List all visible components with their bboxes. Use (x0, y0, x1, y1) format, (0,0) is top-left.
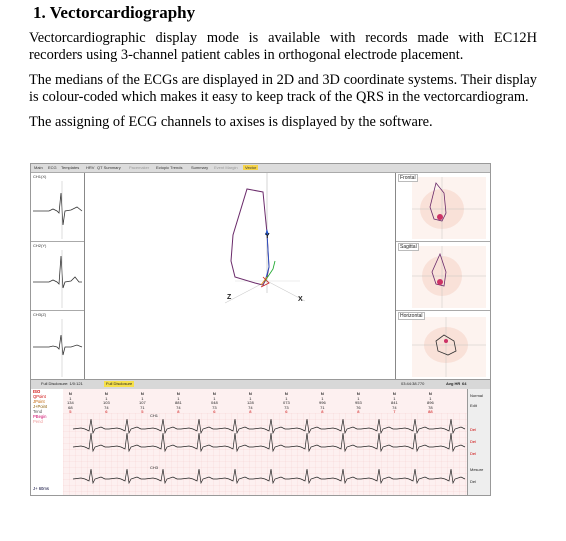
beat-a: 1 (105, 395, 108, 401)
full-disclosure-button[interactable]: Full Disclosure (106, 381, 133, 386)
menu-summary[interactable]: Summary (191, 165, 209, 170)
beat-annotation[interactable] (283, 392, 290, 415)
menu-main[interactable]: Main (34, 165, 43, 170)
beat-c: 78 (428, 404, 433, 410)
axis-label-y: Y (265, 233, 270, 240)
beat-annotation[interactable] (391, 392, 398, 415)
menu-qt-summary[interactable]: QT Summary (97, 165, 121, 170)
plane-horizontal (396, 311, 491, 380)
horizontal-plot (396, 311, 491, 379)
beat-rr: 8 (177, 409, 180, 414)
plane-title: Horizontal (400, 313, 423, 319)
legend-bottom: J+ 60ms (33, 486, 49, 491)
beat-n: N (356, 391, 360, 396)
beat-c: 76 (356, 404, 361, 410)
ecg-traces (63, 389, 467, 495)
legend-item[interactable]: PBegin (33, 414, 47, 419)
beat-a: 1 (393, 395, 396, 401)
beat-n: N (68, 391, 72, 396)
beat-rr: 5 (141, 409, 144, 414)
frontal-plot (396, 173, 491, 241)
beat-annotation[interactable] (211, 392, 218, 415)
vector-3d-view (85, 173, 395, 379)
beat-c: 73 (212, 404, 217, 410)
beat-n: N (284, 391, 288, 396)
panel-normal[interactable]: Normal (470, 393, 483, 398)
point-legend (31, 389, 64, 495)
plane-projections (395, 173, 491, 379)
menu-ectopic-trends[interactable]: Ectopic Trends (156, 165, 183, 170)
beat-b: 107 (139, 400, 146, 405)
legend-item[interactable]: QPoint (33, 394, 46, 399)
beat-b: 996 (319, 400, 326, 405)
panel-del-3[interactable]: Del (470, 451, 477, 456)
beat-annotation[interactable] (139, 392, 146, 415)
beat-c: 74 (392, 404, 397, 410)
avg-hr-value: 64 (462, 381, 467, 386)
menu-event-margin[interactable]: Event Margin (214, 165, 238, 170)
ecg-strips (63, 389, 467, 495)
beat-annotation[interactable] (175, 392, 182, 415)
beat-rr: 6 (213, 409, 216, 414)
embedded-screenshot (30, 163, 491, 496)
menu-ecg[interactable]: ECG (48, 165, 57, 170)
beat-a: 1 (177, 395, 180, 401)
beat-n: N (320, 391, 324, 396)
beat-rr: 5 (69, 409, 72, 414)
panel-mesure[interactable]: Mesure (470, 467, 484, 472)
beat-n: N (140, 391, 144, 396)
beat-annotation[interactable] (427, 392, 434, 415)
beat-c: 68 (68, 404, 73, 410)
vectorcardiogram-3d (85, 173, 395, 379)
axis-label-x: X (298, 296, 303, 303)
beat-c: 73 (284, 404, 289, 410)
beat-rr: 8 (357, 409, 360, 414)
beat-b: 128 (247, 400, 254, 405)
menu-templates[interactable]: Templates (61, 165, 80, 170)
beat-rr: 88 (428, 409, 433, 414)
menu-vector[interactable]: Vector (245, 165, 257, 170)
beat-annotation[interactable] (247, 392, 254, 415)
sagittal-plot (396, 242, 491, 310)
panel-edit[interactable]: Edit (470, 403, 477, 408)
plane-title: Sagittal (400, 244, 417, 250)
channel-box-3 (31, 311, 84, 380)
beat-c: 71 (140, 404, 145, 410)
beat-rr: 7 (393, 409, 396, 414)
beat-rr: 6 (105, 409, 108, 414)
beat-a: 1 (429, 395, 432, 401)
panel-del-4[interactable]: Del (470, 479, 477, 484)
avg-hr-label: Avg HR (446, 381, 461, 386)
beat-annotation[interactable] (67, 392, 74, 415)
plane-frontal (396, 173, 491, 242)
beat-a: 1 (69, 395, 72, 401)
beat-b: 953 (355, 400, 362, 405)
beat-n: N (428, 391, 432, 396)
app-menubar (31, 164, 490, 173)
beat-c: 74 (176, 404, 181, 410)
panel-del-1[interactable]: Del (470, 427, 477, 432)
beat-annotation[interactable] (319, 392, 326, 415)
channel-label: CH1(X) (33, 174, 47, 179)
beat-n: N (212, 391, 216, 396)
beat-n: N (176, 391, 180, 396)
beat-b: 048 (211, 400, 218, 405)
beat-n: N (392, 391, 396, 396)
legend-item[interactable]: JPoint (33, 399, 45, 404)
plane-title: Frontal (400, 175, 416, 181)
median-waveform (31, 173, 84, 241)
beat-rr: 6 (285, 409, 288, 414)
median-waveform (31, 311, 84, 379)
beat-n: N (248, 391, 252, 396)
beat-a: 1 (357, 395, 360, 401)
menu-pacemaker[interactable]: Pacemaker (129, 165, 150, 170)
beat-b: 103 (103, 400, 110, 405)
legend-iso: ISO (33, 389, 41, 394)
paragraph-2: The medians of the ECGs are displayed in 2D and 3D coordinate systems. Their display is colour-coded which makes it easy to keep track of the QRS in the vectorcardiogram. (29, 72, 537, 105)
median-waveform (31, 242, 84, 310)
beat-b: 881 (175, 400, 182, 405)
median-channels (31, 173, 85, 379)
beat-rr: 8 (321, 409, 324, 414)
beat-annotation[interactable] (355, 392, 362, 415)
paragraph-1: Vectorcardiographic display mode is available with records made with EC12H recorders using 3-channel patient cables in orthogonal electrode placement. (29, 30, 537, 63)
menu-hrv[interactable]: HRV (86, 165, 95, 170)
section-heading: 1. Vectorcardiography (33, 3, 196, 22)
channel-box-2 (31, 242, 84, 311)
beat-a: 1 (213, 395, 216, 401)
channel-label: CH3(Z) (33, 312, 47, 317)
beat-a: 1 (249, 395, 252, 401)
paragraph-3: The assigning of ECG channels to axises is displayed by the software. (29, 114, 433, 130)
disclosure-label: Full Disclosure: 1/0:121 (41, 381, 83, 386)
channel-box-1 (31, 173, 84, 242)
panel-del-2[interactable]: Del (470, 439, 477, 444)
beat-b: 073 (283, 400, 290, 405)
plane-sagittal (396, 242, 491, 311)
beat-a: 1 (321, 395, 324, 401)
legend-item[interactable]: Pend (33, 419, 43, 424)
beat-annotation[interactable] (103, 392, 110, 415)
axis-label-z: Z (227, 294, 232, 301)
beat-n: N (104, 391, 108, 396)
legend-item[interactable]: Tend (33, 409, 43, 414)
channel-label: CH2(Y) (33, 243, 47, 248)
beat-c: 71 (320, 404, 325, 410)
beat-rr: 8 (249, 409, 252, 414)
legend-item[interactable]: J+Point (33, 404, 48, 409)
beat-a: 1 (141, 395, 144, 401)
edit-panel (467, 389, 491, 495)
time-readout: 03:44:38.770 (401, 381, 425, 386)
strip-label-ch3: CH3 (150, 465, 159, 470)
beat-b: 134 (67, 400, 74, 405)
beat-b: 896 (427, 400, 434, 405)
beat-c: 74 (104, 404, 109, 410)
ecg-strip-area (31, 389, 490, 495)
beat-b: 841 (391, 400, 398, 405)
beat-c: 74 (248, 404, 253, 410)
beat-a: 1 (285, 395, 288, 401)
strip-label-ch1: CH1 (150, 413, 159, 418)
